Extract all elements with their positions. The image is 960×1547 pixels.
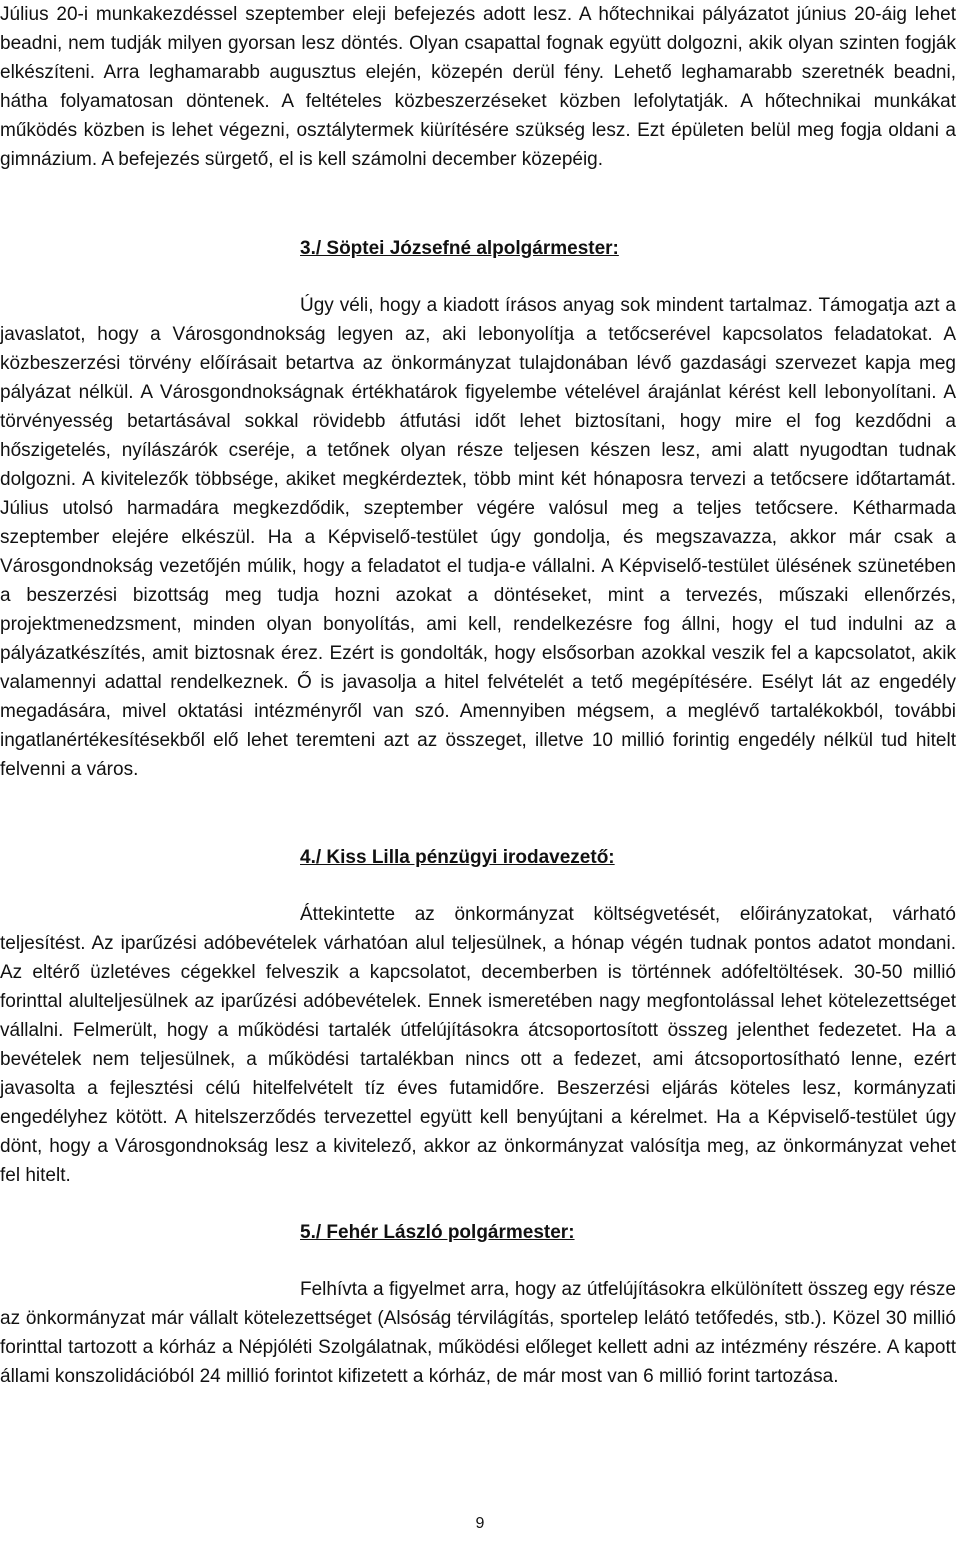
paragraph-section-3-text: Úgy véli, hogy a kiadott írásos anyag sok mindent tartalmaz. Támogatja azt a javaslatot, hogy a Városgondnokság legyen az, aki lebonyolítja a tetőcserével kapcsolatos feladatokat. A közbeszerzési törvény előírásait betartva az önkormányzat tulajdonában lévő gazdasági szervezet kapja meg pályázat nélkül. A Városgondnokságnak értékhatárok figyelembe vételével árajánlat kérést kell lebonyolítani. A törvényesség betartásával sokkal rövidebb átfutási időt lehet biztosítani, hogy mire el fog kezdődni a hőszigetelés, nyílászárók cseréje, a tetőnek olyan része teljesen készen lesz, ami alatt nyugodtan tudnak dolgozni. A kivitelezők többsége, akiket megkérdeztek, több mint két hónaposra tervezi a tetőcsere időtartamát. Július utolsó harmadára megkezdődik, szeptember végére valósul meg a teljes tetőcsere. Kétharmada szeptember elejére elkészül. Ha a Képviselő-testület úgy gondolja, és megszavazza, akkor már csak a Városgondnokság vezetőjén múlik, hogy a feladatot el tudja-e vállalni. A Képviselő-testület ülésének szünetében a beszerzési bizottság meg tudja hozni azokat a döntéseket, mint a tervezés, műszaki ellenőrzés, projektmenedzsment, minden olyan bonyolítás, ami kell, rendelkezésre fog állni, hogy el tud indulni az a pályázatkészítés, amit biztosnak érez. Ezért is gondolták, hogy elsősorban azokkal veszik fel a kapcsolatot, akik valamennyi adattal rendelkeznek. Ő is javasolja a hitel felvételét a tető megépítésére. Esélyt lát az engedély megadására, mivel oktatási intézményről van szó. Amennyiben mégsem, a meglévő tartalékokból, további ingatlanértékesítésekből elő lehet teremteni azt az összeget, illetve 10 millió forintig engedély nélkül tud hitelt felvenni a város. xyxy=(0,295,956,780)
paragraph-section-5-text: Felhívta a figyelmet arra, hogy az útfelújításokra elkülönített összeg egy része az önkormányzat már vállalt kötelezettséget (Alsóság térvilágítás, sportelep lelátó tetőfedés, stb.). Közel 30 millió forinttal tartozott a kórház a Népjóléti Szolgálatnak, működési előleget kellett adni az intézmény részére. A kapott állami konszolidációból 24 millió forintot kifizetett a kórház, de már most van 6 millió forint tartozása. xyxy=(0,1279,956,1387)
section-heading-3: 3./ Söptei Józsefné alpolgármester: xyxy=(300,238,619,259)
paragraph-section-3 xyxy=(0,291,956,784)
paragraph-section-5 xyxy=(0,1275,956,1391)
paragraph-continuation: Július 20-i munkakezdéssel szeptember eleji befejezés adott lesz. A hőtechnikai pályázatot június 20-áig lehet beadni, nem tudják milyen gyorsan lesz döntés. Olyan csapattal fognak együtt dolgozni, akik olyan szinten fogják elkészíteni. Arra leghamarabb augusztus elején, közepén derül fény. Lehető leghamarabb szeretnék beadni, hátha folyamatosan döntenek. A feltételes közbeszerzéseket közben lefolytatják. A hőtechnikai munkákat működés közben is lehet végezni, osztálytermek kiürítésére szükség lesz. Ezt épületen belül meg fogja oldani a gimnázium. A befejezés sürgető, el is kell számolni december közepéig. xyxy=(0,4,956,170)
section-heading-4: 4./ Kiss Lilla pénzügyi irodavezető: xyxy=(300,847,615,868)
paragraph-section-4-text: Áttekintette az önkormányzat költségvetését, előirányzatokat, várható teljesítést. Az iparűzési adóbevételek várhatóan alul teljesülnek, a hónap végén tudnak pontos adatot mondani. Az eltérő üzletéves cégekkel felveszik a kapcsolatot, decemberben is történnek adófeltöltések. 30-50 millió forinttal alulteljesülnek az iparűzési adóbevételek. Ennek ismeretében nagy megfontolással lehet kötelezettséget vállalni. Felmerült, hogy a működési tartalék útfelújításokra átcsoportosított összeg jelenthet fedezetet. Ha a bevételek nem teljesülnek, a működési tartalékban nincs ott a fedezet, ami átcsoportosítható lenne, ezért javasolta a fejlesztési célú hitelfelvételt tíz éves futamidőre. Beszerzési eljárás köteles lesz, kormányzati engedélyhez kötött. A hitelszerződés tervezettel együtt kell benyújtani a kérelmet. Ha a Képviselő-testület úgy dönt, hogy a Városgondnokság lesz a kivitelező, akkor az önkormányzat valósítja meg, az önkormányzat vehet fel hitelt. xyxy=(0,904,956,1186)
paragraph-section-4 xyxy=(0,900,956,1190)
page-number: 9 xyxy=(475,1515,485,1532)
section-heading-5: 5./ Fehér László polgármester: xyxy=(300,1222,575,1243)
